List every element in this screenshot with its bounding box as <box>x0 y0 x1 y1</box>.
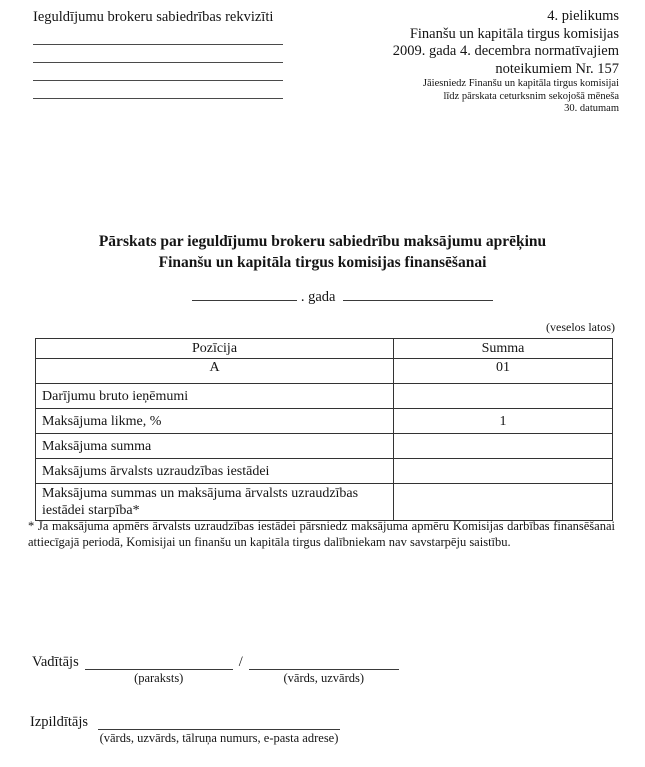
position-cell: Darījumu bruto ieņēmumi <box>36 384 394 409</box>
position-cell: Maksājuma summas un maksājuma ārvalsts uzraudzības iestādei starpība* <box>36 484 394 521</box>
executor-signature-row <box>30 713 340 746</box>
table-header-row <box>36 339 613 359</box>
table-row <box>36 434 613 459</box>
report-period-line <box>0 286 645 306</box>
manager-name-field <box>249 653 399 686</box>
company-requisites-label: Ieguldījumu brokeru sabiedrības rekvizīti <box>33 9 274 25</box>
footnote: * Ja maksājuma apmērs ārvalsts uzraudzības iestādei pārsniedz maksājuma apmēru Komisijas darbības finansēšanai attiecīgajā periodā, Komisijai un finanšu un kapitāla tirgus dalībniekam nav savstarpēju saistību. <box>28 519 615 549</box>
executor-caption: (vārds, uzvārds, tālruņa numurs, e-pasta adrese) <box>99 731 339 745</box>
submission-note-line: 30. datumam <box>564 103 619 114</box>
position-cell: Maksājuma likme, % <box>36 409 394 434</box>
company-requisites-blank-line-4 <box>33 81 283 99</box>
summa-cell <box>394 384 613 409</box>
units-note: (veselos latos) <box>546 320 615 334</box>
paraksts-caption: (paraksts) <box>134 671 184 685</box>
column-code-a: A <box>36 359 394 384</box>
summa-cell <box>394 459 613 484</box>
period-blank-line <box>343 286 493 301</box>
summa-cell: 1 <box>394 409 613 434</box>
appendix-reference-block <box>393 8 619 116</box>
executor-blank-line <box>98 713 340 730</box>
appendix-line: Finanšu un kapitāla tirgus komisijas <box>409 25 619 42</box>
column-header-summa: Summa <box>394 339 613 359</box>
company-requisites-blank-line-1 <box>33 27 283 45</box>
position-cell: Maksājuma summa <box>36 434 394 459</box>
manager-name-blank-line <box>249 653 399 670</box>
table-row <box>36 484 613 521</box>
executor-label: Izpildītājs <box>30 714 88 730</box>
vards-uzvards-caption: (vārds, uzvārds) <box>283 671 365 685</box>
summa-cell <box>394 484 613 521</box>
column-header-pozicija: Pozīcija <box>36 339 394 359</box>
table-row <box>36 384 613 409</box>
appendix-line: 4. pielikums <box>547 8 619 24</box>
year-blank-line <box>192 286 297 301</box>
manager-label: Vadītājs <box>32 654 79 670</box>
report-title-line2: Finanšu un kapitāla tirgus komisijas finansēšanai <box>158 254 487 271</box>
manager-signature-row <box>32 653 399 686</box>
submission-note-line: līdz pārskata ceturksnim sekojošā mēneša <box>443 90 619 102</box>
report-title <box>0 231 645 273</box>
table-row <box>36 459 613 484</box>
gada-label: . gada <box>300 289 336 305</box>
table-row <box>36 409 613 434</box>
company-requisites-blank-line-2 <box>33 45 283 63</box>
manager-signature-field <box>85 653 233 686</box>
appendix-line: 2009. gada 4. decembra normatīvajiem <box>392 43 619 59</box>
company-requisites-blank-line-3 <box>33 63 283 81</box>
executor-field <box>98 713 340 746</box>
report-table <box>35 338 613 521</box>
column-code-row <box>36 359 613 384</box>
slash-separator: / <box>238 654 243 670</box>
submission-note-line: Jāiesniedz Finanšu un kapitāla tirgus komisijai <box>422 78 619 89</box>
appendix-line: noteikumiem Nr. 157 <box>495 60 619 77</box>
position-cell: Maksājums ārvalsts uzraudzības iestādei <box>36 459 394 484</box>
report-title-line1: Pārskats par ieguldījumu brokeru sabiedrību maksājumu aprēķinu <box>98 233 547 250</box>
manager-signature-blank-line <box>85 653 233 670</box>
company-requisites-block <box>33 8 301 99</box>
summa-cell <box>394 434 613 459</box>
column-code-01: 01 <box>394 359 613 384</box>
